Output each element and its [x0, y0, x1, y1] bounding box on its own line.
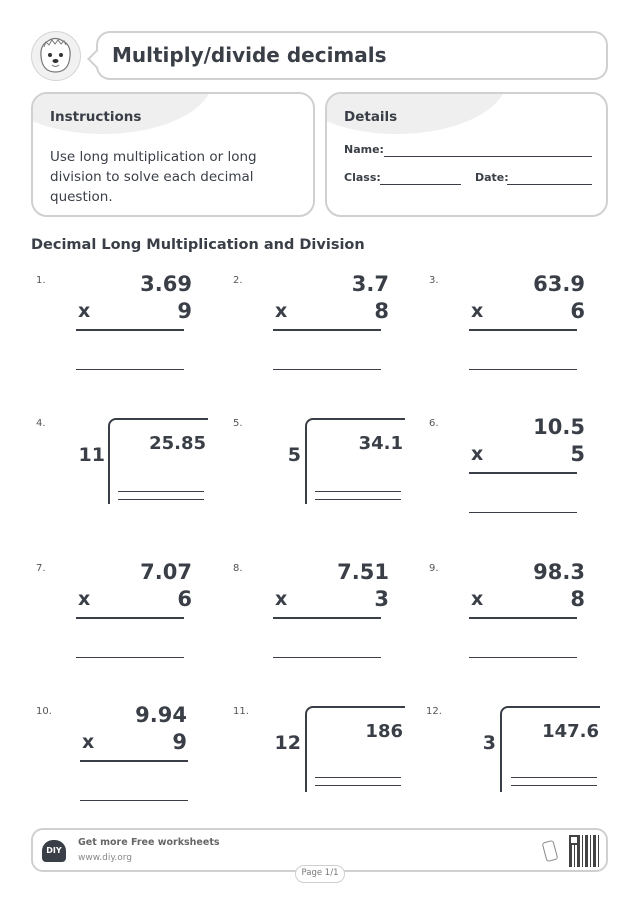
multiplicand: 63.9 — [533, 272, 585, 296]
problem-10 — [30, 703, 220, 843]
division-bracket — [305, 706, 405, 792]
multiply-sign: x — [471, 443, 484, 465]
multiplier: 6 — [177, 587, 192, 611]
operation-line — [273, 329, 381, 331]
problem-7 — [30, 560, 220, 700]
operation-line — [469, 472, 577, 474]
problem-8 — [227, 560, 417, 700]
details-box — [325, 92, 608, 217]
multiplier: 8 — [374, 299, 389, 323]
working-line[interactable] — [118, 499, 204, 500]
problem-number: 6. — [429, 418, 439, 429]
multiplier: 9 — [172, 730, 187, 754]
multiply-sign: x — [471, 300, 484, 322]
instructions-heading: Instructions — [50, 109, 142, 125]
multiplicand: 10.5 — [533, 415, 585, 439]
problem-number: 2. — [233, 275, 243, 286]
phone-icon — [542, 840, 559, 862]
dividend: 147.6 — [542, 721, 599, 742]
details-heading: Details — [344, 109, 398, 125]
date-label: Date: — [475, 171, 509, 184]
multiplier: 8 — [570, 587, 585, 611]
problem-9 — [423, 560, 613, 700]
name-label: Name: — [344, 143, 384, 156]
operation-line — [469, 617, 577, 619]
answer-line[interactable] — [469, 657, 577, 658]
problem-5 — [227, 415, 417, 555]
divisor: 12 — [274, 732, 301, 754]
problem-3 — [423, 272, 613, 412]
footer-link[interactable]: www.diy.org — [78, 853, 132, 863]
multiplier: 9 — [177, 299, 192, 323]
answer-line[interactable] — [469, 369, 577, 370]
multiplier: 5 — [570, 442, 585, 466]
problem-number: 12. — [426, 706, 442, 717]
multiply-sign: x — [82, 731, 95, 753]
multiplier: 3 — [374, 587, 389, 611]
class-label: Class: — [344, 171, 381, 184]
working-line[interactable] — [315, 491, 401, 492]
problem-number: 3. — [429, 275, 439, 286]
multiplicand: 3.69 — [140, 272, 192, 296]
answer-line[interactable] — [273, 369, 381, 370]
multiplicand: 3.7 — [351, 272, 389, 296]
multiply-sign: x — [275, 300, 288, 322]
problem-2 — [227, 272, 417, 412]
working-line[interactable] — [511, 785, 597, 786]
problem-number: 7. — [36, 563, 46, 574]
multiplicand: 7.07 — [140, 560, 192, 584]
working-line[interactable] — [315, 499, 401, 500]
answer-line[interactable] — [76, 657, 184, 658]
problem-number: 8. — [233, 563, 243, 574]
multiply-sign: x — [78, 300, 91, 322]
operation-line — [469, 329, 577, 331]
multiply-sign: x — [275, 588, 288, 610]
operation-line — [273, 617, 381, 619]
name-field[interactable] — [384, 156, 592, 157]
problem-number: 11. — [233, 706, 249, 717]
class-field[interactable] — [380, 184, 461, 185]
working-line[interactable] — [118, 491, 204, 492]
working-line[interactable] — [315, 777, 401, 778]
problem-number: 10. — [36, 706, 52, 717]
problem-11 — [227, 703, 417, 843]
page-title: Multiply/divide decimals — [112, 43, 387, 67]
date-field[interactable] — [507, 184, 592, 185]
dividend: 34.1 — [358, 433, 403, 454]
divisor: 3 — [482, 732, 496, 754]
answer-line[interactable] — [273, 657, 381, 658]
multiply-sign: x — [78, 588, 91, 610]
multiply-sign: x — [471, 588, 484, 610]
qr-code-icon — [569, 835, 601, 867]
divisor: 11 — [78, 444, 105, 466]
answer-line[interactable] — [80, 800, 188, 801]
footer-promo[interactable]: Get more Free worksheets — [78, 837, 220, 848]
title-box — [96, 31, 608, 80]
answer-line[interactable] — [76, 369, 184, 370]
working-line[interactable] — [511, 777, 597, 778]
working-line[interactable] — [315, 785, 401, 786]
multiplier: 6 — [570, 299, 585, 323]
instructions-text: Use long multiplication or long division to solve each decimal question. — [50, 149, 257, 205]
problem-number: 5. — [233, 418, 243, 429]
instructions-box — [31, 92, 315, 217]
problem-6 — [423, 415, 613, 555]
operation-line — [76, 329, 184, 331]
answer-line[interactable] — [469, 512, 577, 513]
problem-number: 1. — [36, 275, 46, 286]
problem-number: 9. — [429, 563, 439, 574]
operation-line — [80, 760, 188, 762]
section-title: Decimal Long Multiplication and Division — [31, 237, 365, 253]
problem-12 — [420, 703, 610, 843]
divisor: 5 — [287, 444, 301, 466]
mascot-icon — [31, 31, 81, 81]
multiplicand: 98.3 — [533, 560, 585, 584]
multiplicand: 7.51 — [337, 560, 389, 584]
dividend: 186 — [365, 721, 403, 742]
division-bracket — [500, 706, 600, 792]
page-number-badge: Page 1/1 — [295, 865, 345, 883]
problem-number: 4. — [36, 418, 46, 429]
operation-line — [76, 617, 184, 619]
multiplicand: 9.94 — [135, 703, 187, 727]
dividend: 25.85 — [149, 433, 206, 454]
diy-logo-icon: DIY — [42, 840, 66, 862]
problem-4 — [30, 415, 220, 555]
problem-1 — [30, 272, 220, 412]
